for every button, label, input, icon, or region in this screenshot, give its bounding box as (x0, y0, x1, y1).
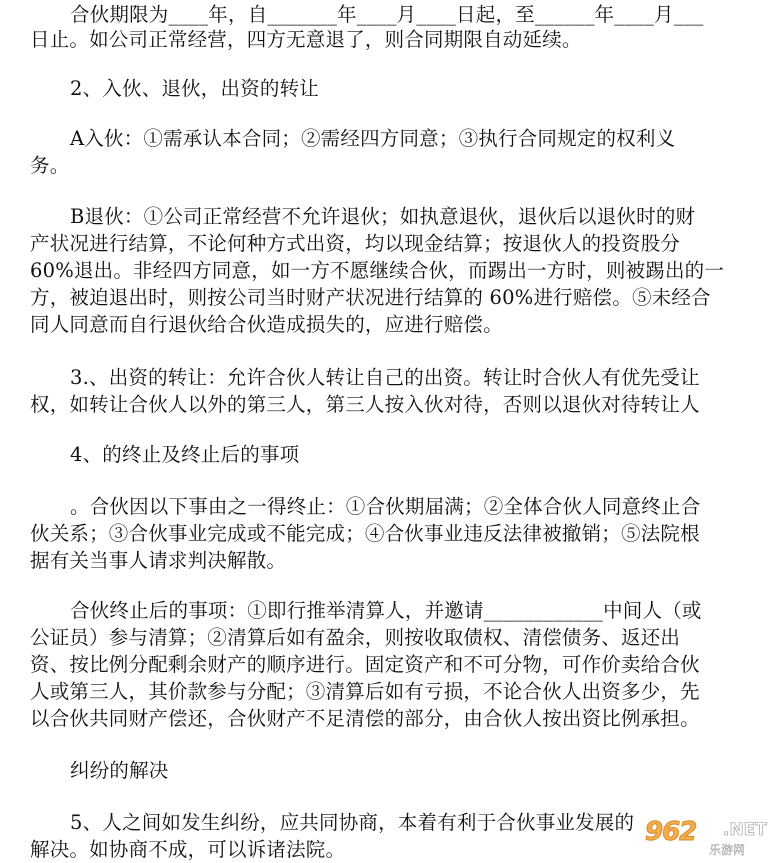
section-heading: 纠纷的解决 (70, 759, 169, 782)
text-line: B退伙：①公司正常经营不允许退伙；如执意退伙，退伙后以退伙时的财 (70, 205, 696, 228)
text-line: 合伙终止后的事项：①即行推举清算人，并邀请____________中间人（或 (70, 599, 702, 622)
text-line: 公证员）参与清算；②清算后如有盈余，则按收取债权、清偿债务、返还出 (30, 626, 681, 649)
text-line: 3.、出资的转让：允许合伙人转让自己的出资。转让时合伙人有优先受让 (70, 366, 700, 389)
watermark-subtitle: 乐游网 (709, 843, 746, 857)
text-line: 权，如转让合伙人以外的第三人，第三人按入伙对待，否则以退伙对待转让人 (30, 393, 700, 416)
section-heading: 4、的终止及终止后的事项 (70, 443, 300, 466)
text-line: 产状况进行结算，不论何种方式出资，均以现金结算；按退伙人的投资股分 (30, 232, 681, 255)
text-line: 人或第三人，其价款参与分配；③清算后如有亏损，不论合伙人出资多少，先 (30, 680, 700, 703)
text-line: 60%退出。非经四方同意，如一方不愿继续合伙，而踢出一方时，则被踢出的一 (30, 259, 725, 282)
text-line: 日止。如公司正常经营，四方无意退了，则合同期限自动延续。 (30, 28, 582, 51)
text-line: 解决。如协商不成，可以诉诸法院。 (30, 838, 346, 861)
text-line: 。合伙因以下事由之一得终止：①合伙期届满；②全体合伙人同意终止合 (70, 495, 701, 518)
text-line: 伙关系；③合伙事业完成或不能完成；④合伙事业违反法律被撤销；⑤法院根 (30, 522, 700, 545)
watermark-suffix: .NET (723, 820, 767, 840)
text-line: 合伙期限为____年，自_______年____月____日起，至______年____月___ (70, 3, 704, 26)
text-line: 5、人之间如发生纠纷，应共同协商，本着有利于合伙事业发展的 (70, 811, 635, 834)
text-line: A入伙：①需承认本合同；②需经四方同意；③执行合同规定的权利义 (70, 127, 676, 150)
site-watermark (645, 813, 777, 857)
section-heading: 2、入伙、退伙，出资的转让 (70, 77, 320, 100)
text-line: 以合伙共同财产偿还，合伙财产不足清偿的部分，由合伙人按出资比例承担。 (30, 707, 700, 730)
watermark-logo: 962 (645, 817, 697, 847)
text-line: 据有关当事人请求判决解散。 (30, 549, 287, 572)
text-line: 资、按比例分配剩余财产的顺序进行。固定资产和不可分物，可作价卖给合伙 (30, 653, 700, 676)
text-line: 方，被迫退出时，则按公司当时财产状况进行结算的 60%进行赔偿。⑤未经合 (30, 286, 711, 309)
text-line: 务。 (30, 154, 70, 177)
text-line: 同人同意而自行退伙给合伙造成损失的，应进行赔偿。 (30, 313, 503, 336)
